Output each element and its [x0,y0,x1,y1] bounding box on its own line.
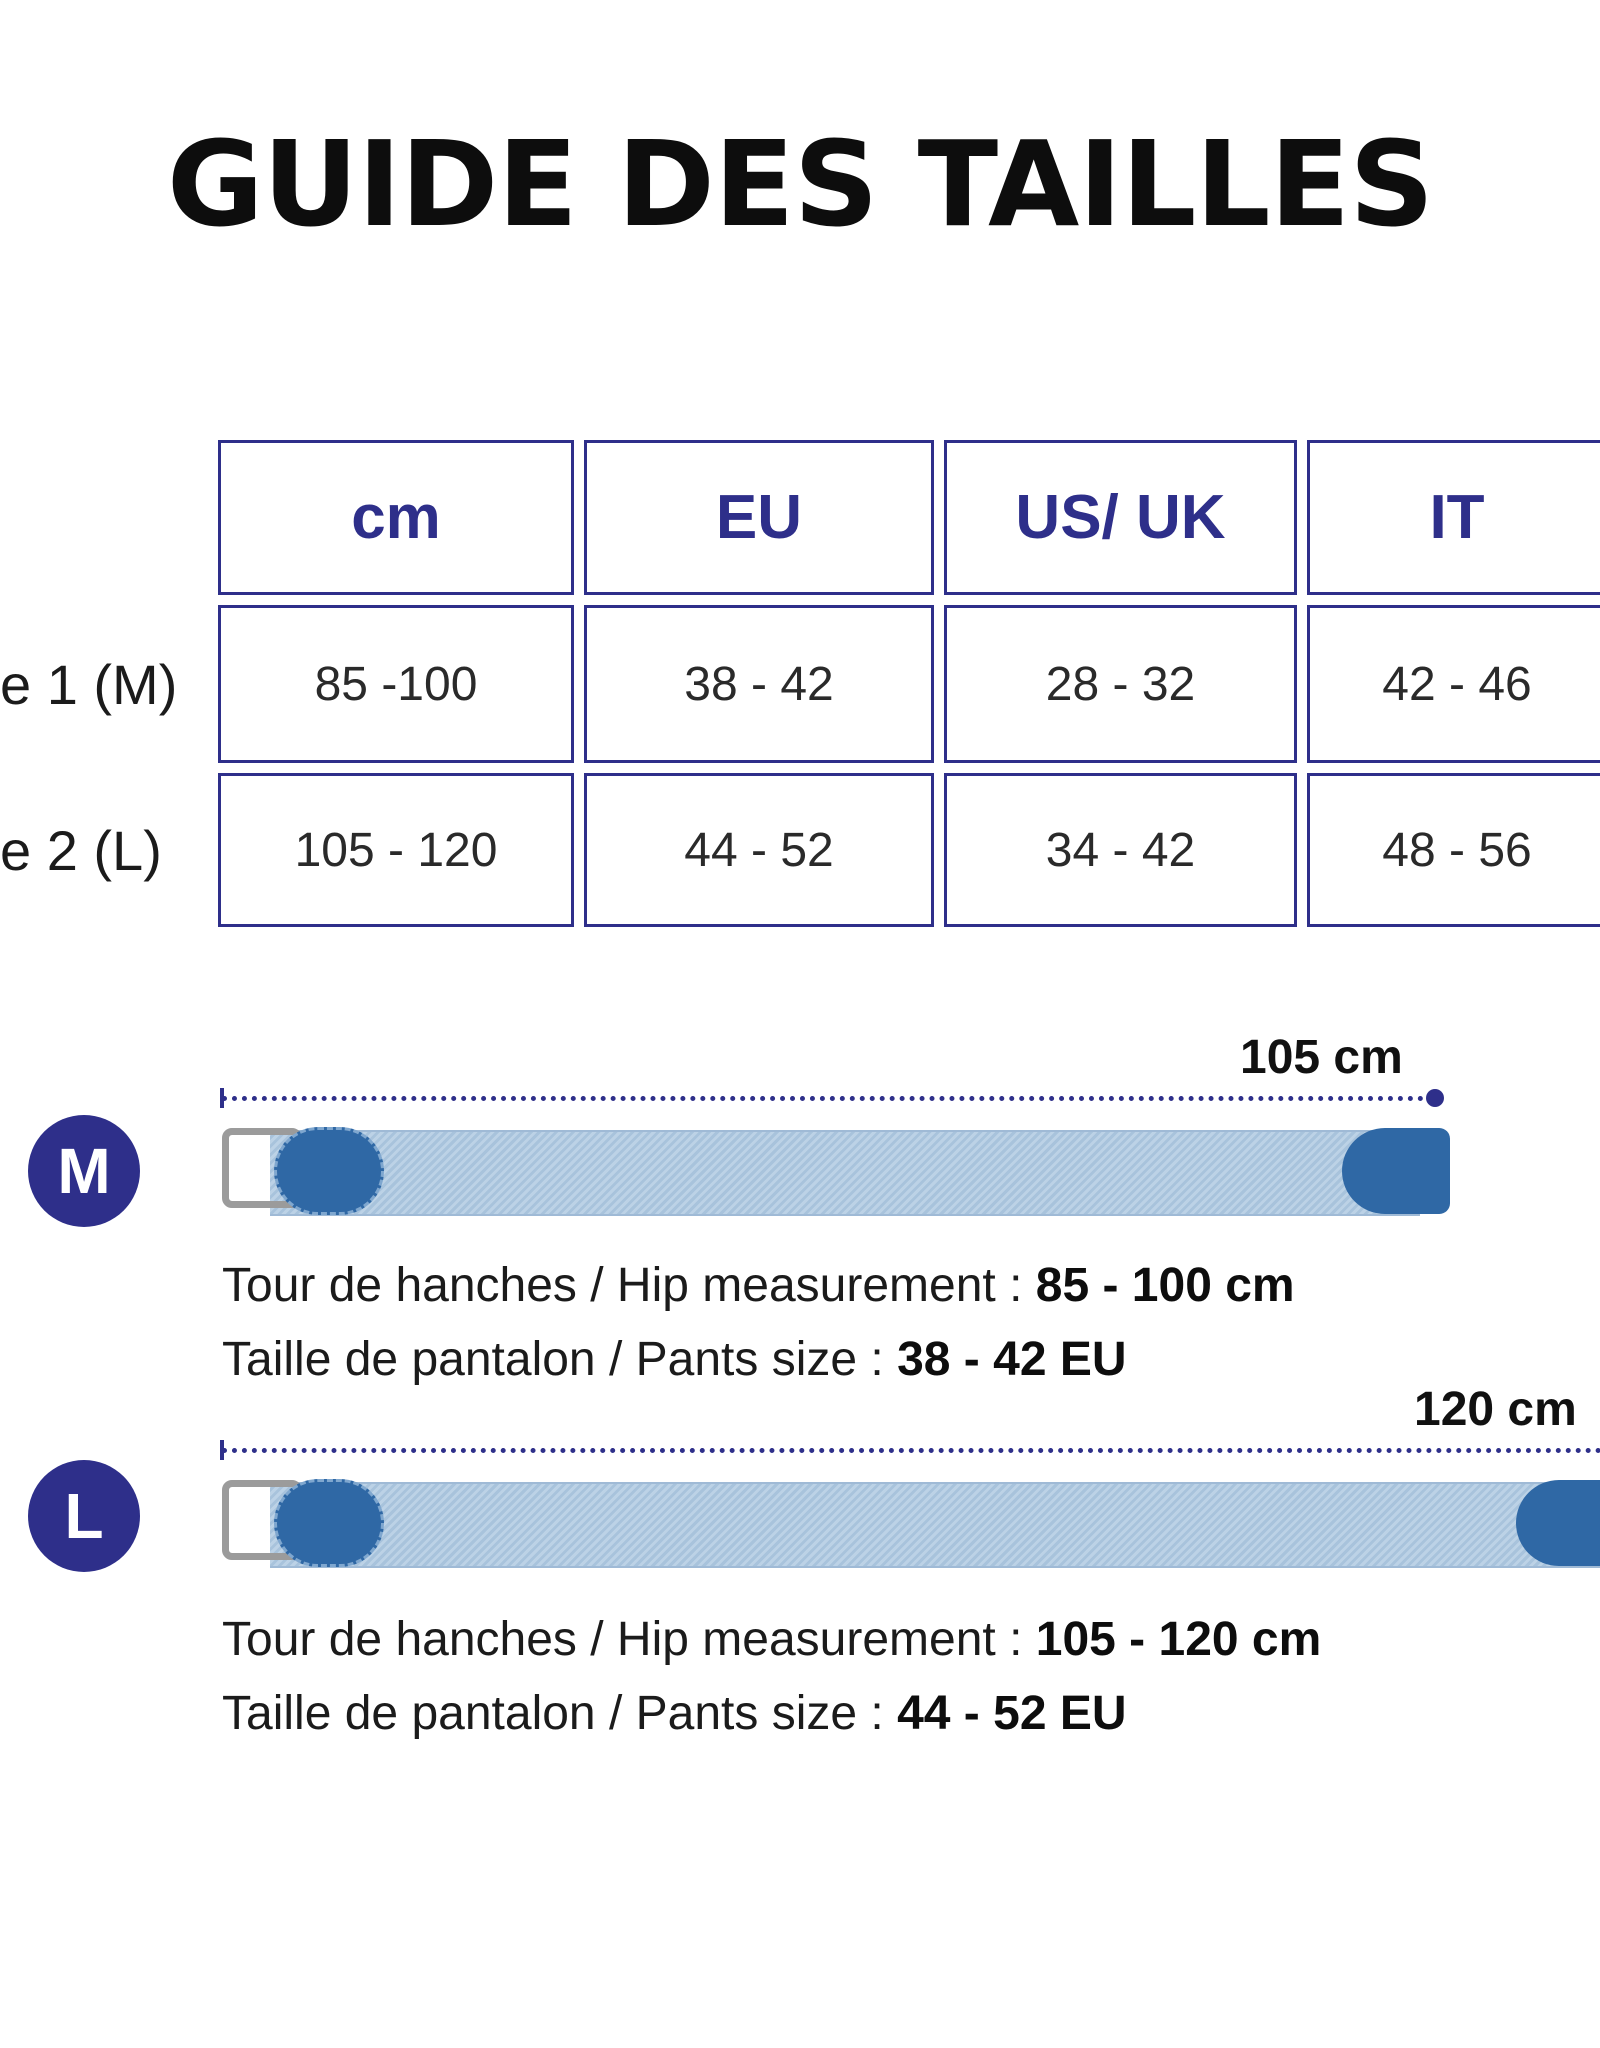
belt-tip [1516,1480,1600,1566]
header-it: IT [1307,440,1600,595]
table-cell: 38 - 42 [584,605,934,763]
pants-label: Taille de pantalon / Pants size : [222,1333,898,1386]
line-end-dot [1426,1089,1444,1107]
pants-label: Taille de pantalon / Pants size : [222,1687,898,1740]
table-cell: 48 - 56 [1307,773,1600,927]
line-start-tick [220,1088,224,1108]
table-cell: 44 - 52 [584,773,934,927]
pants-value: 38 - 42 EU [897,1333,1127,1386]
table-cell: 85 -100 [218,605,574,763]
belt-strap [270,1130,1420,1216]
hip-measurement-line [222,1612,1321,1667]
size-table [0,0,1600,1000]
belt-keeper [274,1479,384,1567]
row-label-m: e 1 (M) [0,652,178,716]
belt-length-label: 120 cm [1414,1383,1577,1436]
row-label-l: e 2 (L) [0,818,162,882]
belt-length-label: 105 cm [1240,1031,1403,1084]
line-start-tick [220,1440,224,1460]
pants-value: 44 - 52 EU [897,1687,1127,1740]
length-dotted-line [222,1096,1434,1101]
pants-size-line [222,1686,1127,1741]
size-badge-l: L [28,1460,140,1572]
table-cell: 42 - 46 [1307,605,1600,763]
belt-keeper [274,1127,384,1215]
pants-size-line [222,1332,1127,1387]
page-title: GUIDE DES TAILLES [166,115,1434,253]
table-cell: 105 - 120 [218,773,574,927]
hip-label: Tour de hanches / Hip measurement : [222,1613,1036,1666]
size-badge-m: M [28,1115,140,1227]
hip-label: Tour de hanches / Hip measurement : [222,1259,1036,1312]
hip-value: 105 - 120 cm [1035,1613,1322,1666]
length-dotted-line [222,1448,1600,1453]
hip-measurement-line [222,1258,1295,1313]
belt-size-m [0,1030,1600,1386]
belt-size-l [0,1382,1600,1740]
header-us-uk: US/ UK [944,440,1297,595]
header-cm: cm [218,440,574,595]
belt-tip [1342,1128,1450,1214]
hip-value: 85 - 100 cm [1035,1259,1295,1312]
belt-strap [270,1482,1600,1568]
header-eu: EU [584,440,934,595]
table-cell: 28 - 32 [944,605,1297,763]
table-cell: 34 - 42 [944,773,1297,927]
